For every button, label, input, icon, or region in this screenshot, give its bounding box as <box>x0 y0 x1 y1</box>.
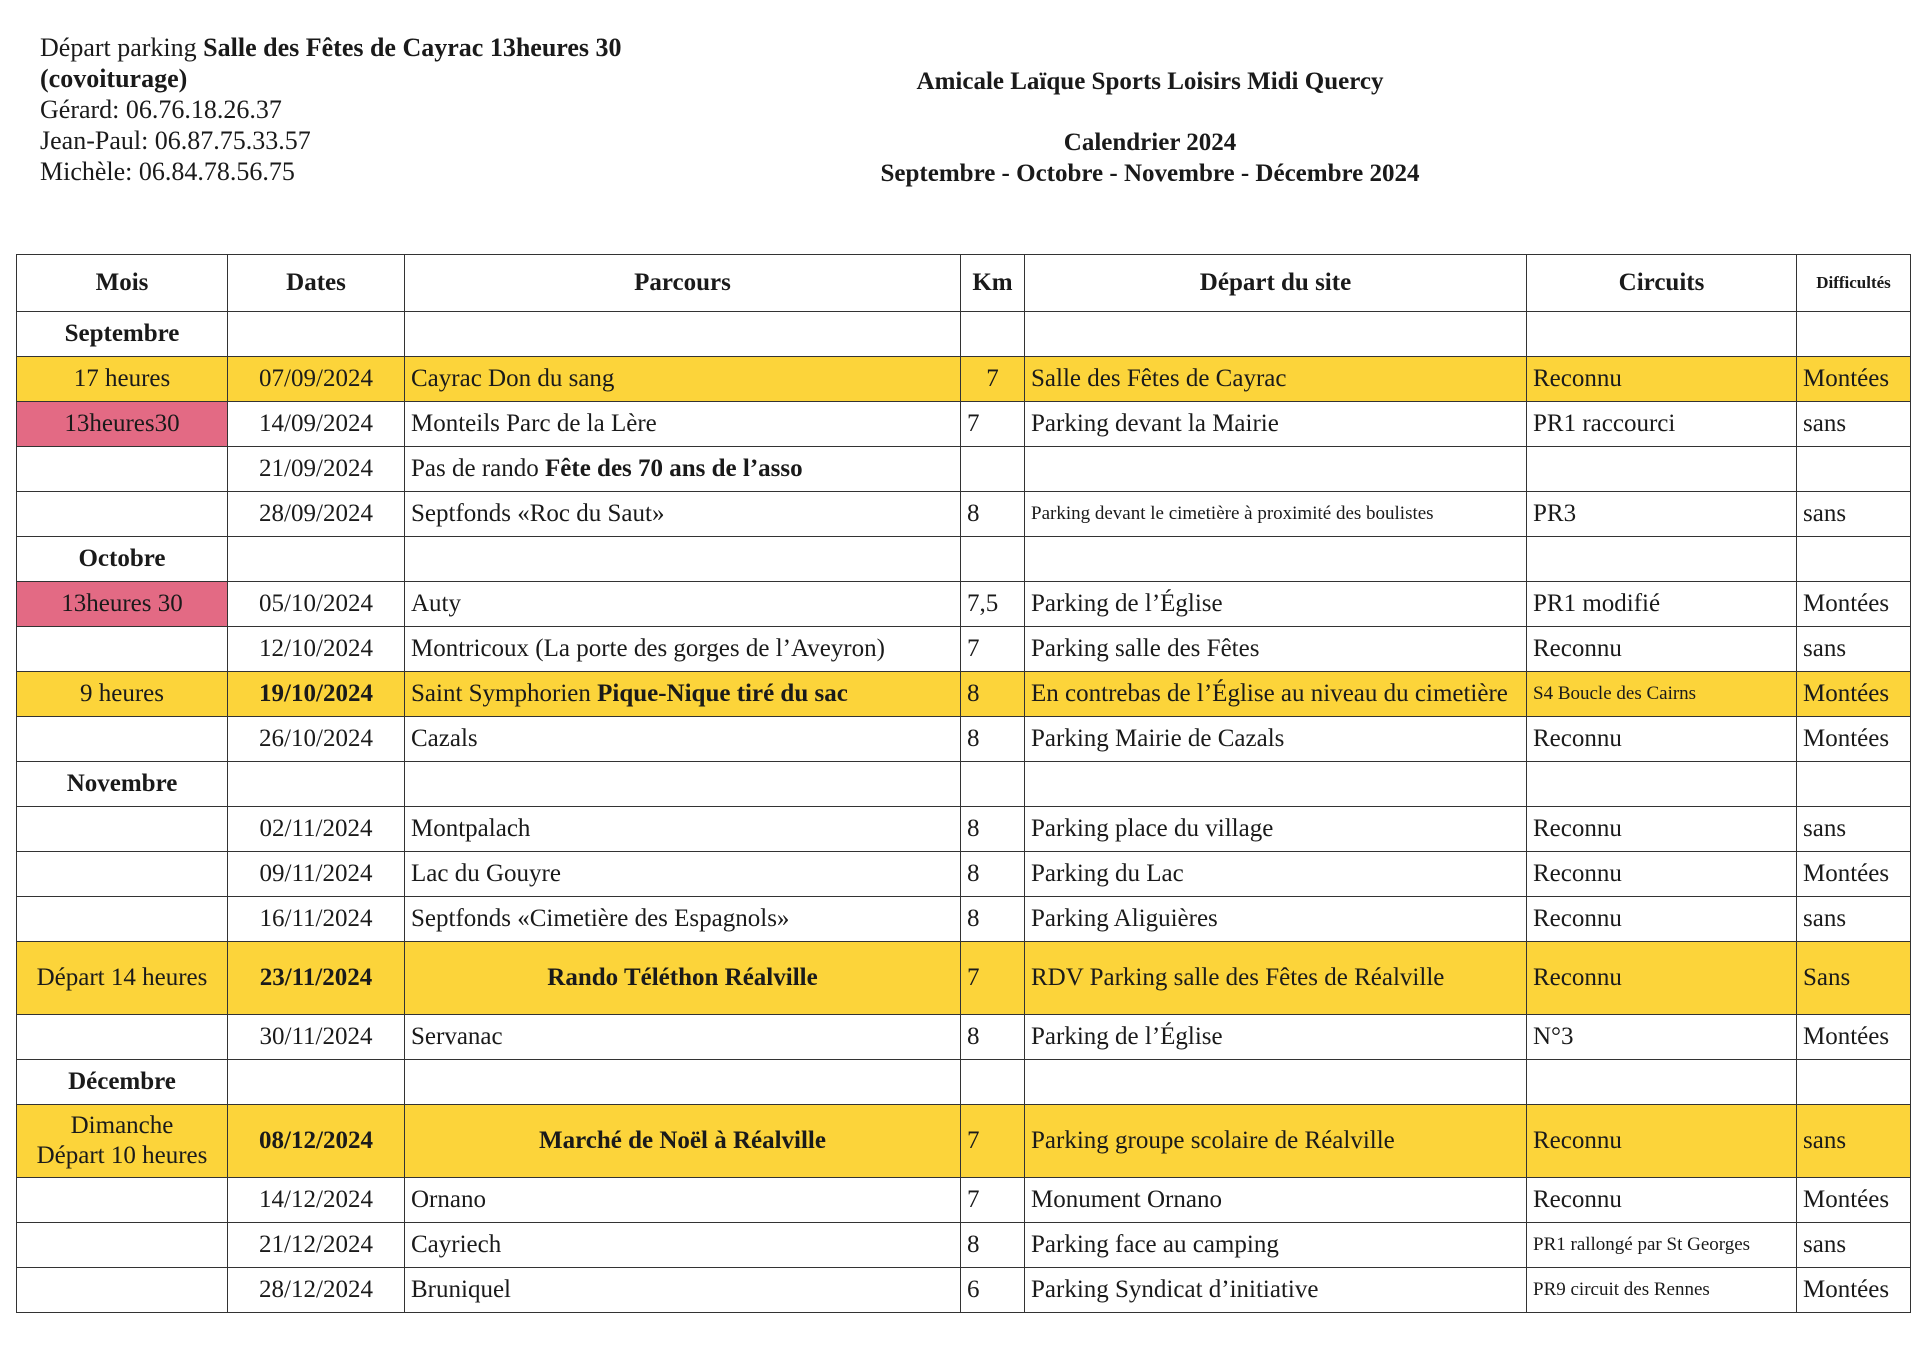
col-parcours: Parcours <box>405 255 961 312</box>
row-parcours <box>405 672 961 717</box>
row-parcours: Lac du Gouyre <box>405 852 961 897</box>
row-parcours: Ornano <box>405 1178 961 1223</box>
row-mois <box>17 492 228 537</box>
row-km: 8 <box>961 717 1025 762</box>
row-difficulte: Montées <box>1797 1178 1911 1223</box>
row-difficulte: Montées <box>1797 1268 1911 1313</box>
document-header <box>850 66 1450 189</box>
month-row-novembre <box>17 762 1911 807</box>
row-date: 21/09/2024 <box>228 447 405 492</box>
row-difficulte: Montées <box>1797 582 1911 627</box>
row-km <box>961 447 1025 492</box>
row-parcours: Marché de Noël à Réalville <box>405 1105 961 1178</box>
table-row <box>17 582 1911 627</box>
row-circuit: PR9 circuit des Rennes <box>1527 1268 1797 1313</box>
row-mois <box>17 807 228 852</box>
row-date: 14/09/2024 <box>228 402 405 447</box>
row-depart: Parking groupe scolaire de Réalville <box>1025 1105 1527 1178</box>
row-km: 8 <box>961 1015 1025 1060</box>
row-circuit: Reconnu <box>1527 1178 1797 1223</box>
row-difficulte: sans <box>1797 627 1911 672</box>
row-difficulte: Montées <box>1797 852 1911 897</box>
row-km: 7 <box>961 357 1025 402</box>
row-parcours: Monteils Parc de la Lère <box>405 402 961 447</box>
row-difficulte: Montées <box>1797 672 1911 717</box>
month-row-septembre <box>17 312 1911 357</box>
depart-location: Salle des Fêtes de Cayrac 13heures 30 <box>203 33 622 62</box>
col-depart: Départ du site <box>1025 255 1527 312</box>
phone-gerard: Gérard: 06.76.18.26.37 <box>40 95 282 124</box>
row-circuit: PR1 modifié <box>1527 582 1797 627</box>
row-circuit: S4 Boucle des Cairns <box>1527 672 1797 717</box>
row-parcours: Servanac <box>405 1015 961 1060</box>
row-difficulte: Montées <box>1797 1015 1911 1060</box>
row-parcours: Rando Téléthon Réalville <box>405 942 961 1015</box>
row-km: 7 <box>961 627 1025 672</box>
row-depart: Monument Ornano <box>1025 1178 1527 1223</box>
row-parcours: Bruniquel <box>405 1268 961 1313</box>
row-difficulte: Montées <box>1797 717 1911 762</box>
row-difficulte: sans <box>1797 807 1911 852</box>
row-date: 08/12/2024 <box>228 1105 405 1178</box>
col-difficultes: Difficultés <box>1797 255 1911 312</box>
row-km: 7 <box>961 1105 1025 1178</box>
table-row <box>17 717 1911 762</box>
row-km: 8 <box>961 492 1025 537</box>
row-mois: 13heures 30 <box>17 582 228 627</box>
row-parcours: Cayrac Don du sang <box>405 357 961 402</box>
row-difficulte: sans <box>1797 897 1911 942</box>
row-mois <box>17 1178 228 1223</box>
table-row <box>17 1015 1911 1060</box>
row-parcours: Auty <box>405 582 961 627</box>
col-km: Km <box>961 255 1025 312</box>
row-mois: 17 heures <box>17 357 228 402</box>
table-row <box>17 852 1911 897</box>
phone-michele: Michèle: 06.84.78.56.75 <box>40 157 295 186</box>
row-mois <box>17 852 228 897</box>
phone-jean-paul: Jean-Paul: 06.87.75.33.57 <box>40 126 311 155</box>
col-mois: Mois <box>17 255 228 312</box>
row-parcours: Montpalach <box>405 807 961 852</box>
row-circuit: PR3 <box>1527 492 1797 537</box>
row-date: 26/10/2024 <box>228 717 405 762</box>
row-mois <box>17 627 228 672</box>
parcours-text: Saint Symphorien <box>411 680 598 707</box>
row-circuit: Reconnu <box>1527 627 1797 672</box>
row-mois <box>17 897 228 942</box>
row-parcours: Montricoux (La porte des gorges de l’Aveyron) <box>405 627 961 672</box>
row-km: 8 <box>961 807 1025 852</box>
row-depart <box>1025 447 1527 492</box>
table-row <box>17 1268 1911 1313</box>
row-date: 28/09/2024 <box>228 492 405 537</box>
mois-line-1: Dimanche <box>70 1112 174 1139</box>
row-parcours: Septfonds «Roc du Saut» <box>405 492 961 537</box>
row-date: 23/11/2024 <box>228 942 405 1015</box>
row-km: 8 <box>961 852 1025 897</box>
row-km: 8 <box>961 672 1025 717</box>
row-parcours: Cazals <box>405 717 961 762</box>
row-depart: Parking salle des Fêtes <box>1025 627 1527 672</box>
row-circuit: PR1 rallongé par St Georges <box>1527 1223 1797 1268</box>
calendar-subtitle: Septembre - Octobre - Novembre - Décembre 2024 <box>880 160 1420 187</box>
row-difficulte <box>1797 447 1911 492</box>
row-depart: Parking face au camping <box>1025 1223 1527 1268</box>
row-depart: Parking devant la Mairie <box>1025 402 1527 447</box>
mois-line-2: Départ 10 heures <box>36 1142 208 1169</box>
row-mois: 13heures30 <box>17 402 228 447</box>
row-date: 02/11/2024 <box>228 807 405 852</box>
row-date: 30/11/2024 <box>228 1015 405 1060</box>
month-row-octobre <box>17 537 1911 582</box>
row-depart: Parking Mairie de Cazals <box>1025 717 1527 762</box>
row-km: 7 <box>961 402 1025 447</box>
table-row <box>17 357 1911 402</box>
col-circuits: Circuits <box>1527 255 1797 312</box>
row-difficulte: sans <box>1797 402 1911 447</box>
covoiturage-text: (covoiturage) <box>40 64 188 93</box>
row-circuit: Reconnu <box>1527 807 1797 852</box>
row-difficulte: sans <box>1797 1223 1911 1268</box>
row-date: 12/10/2024 <box>228 627 405 672</box>
month-label: Décembre <box>17 1060 228 1105</box>
table-row <box>17 1223 1911 1268</box>
row-circuit: PR1 raccourci <box>1527 402 1797 447</box>
row-depart: Parking du Lac <box>1025 852 1527 897</box>
row-depart: Parking Syndicat d’initiative <box>1025 1268 1527 1313</box>
depart-line <box>40 32 622 63</box>
row-km: 6 <box>961 1268 1025 1313</box>
row-difficulte: sans <box>1797 1105 1911 1178</box>
row-date: 16/11/2024 <box>228 897 405 942</box>
table-row <box>17 1105 1911 1178</box>
parcours-text: Pas de rando <box>411 455 545 482</box>
row-depart: Parking Aliguières <box>1025 897 1527 942</box>
month-label: Octobre <box>17 537 228 582</box>
row-difficulte: sans <box>1797 492 1911 537</box>
row-date: 07/09/2024 <box>228 357 405 402</box>
table-row <box>17 807 1911 852</box>
row-mois <box>17 1105 228 1178</box>
header-row <box>17 255 1911 312</box>
row-difficulte: Sans <box>1797 942 1911 1015</box>
month-row-decembre <box>17 1060 1911 1105</box>
covoiturage-line <box>40 63 622 94</box>
row-difficulte: Montées <box>1797 357 1911 402</box>
row-depart: RDV Parking salle des Fêtes de Réalville <box>1025 942 1527 1015</box>
row-mois <box>17 717 228 762</box>
row-date: 14/12/2024 <box>228 1178 405 1223</box>
col-dates: Dates <box>228 255 405 312</box>
row-circuit: Reconnu <box>1527 717 1797 762</box>
row-parcours: Septfonds «Cimetière des Espagnols» <box>405 897 961 942</box>
row-depart: Parking devant le cimetière à proximité des boulistes <box>1025 492 1527 537</box>
row-mois: Départ 14 heures <box>17 942 228 1015</box>
row-km: 8 <box>961 1223 1025 1268</box>
row-date: 19/10/2024 <box>228 672 405 717</box>
row-circuit <box>1527 447 1797 492</box>
row-circuit: Reconnu <box>1527 852 1797 897</box>
row-km: 7 <box>961 1178 1025 1223</box>
row-mois <box>17 1268 228 1313</box>
row-km: 7 <box>961 942 1025 1015</box>
row-mois <box>17 1015 228 1060</box>
row-circuit: Reconnu <box>1527 357 1797 402</box>
parcours-bold-text: Pique-Nique tiré du sac <box>597 680 848 707</box>
row-depart: Parking de l’Église <box>1025 582 1527 627</box>
row-date: 09/11/2024 <box>228 852 405 897</box>
row-circuit: Reconnu <box>1527 1105 1797 1178</box>
parcours-bold-text: Fête des 70 ans de l’asso <box>545 455 803 482</box>
row-parcours <box>405 447 961 492</box>
row-date: 05/10/2024 <box>228 582 405 627</box>
row-mois <box>17 447 228 492</box>
row-mois: 9 heures <box>17 672 228 717</box>
row-circuit: N°3 <box>1527 1015 1797 1060</box>
contact-block <box>40 32 622 187</box>
row-km: 7,5 <box>961 582 1025 627</box>
month-label: Novembre <box>17 762 228 807</box>
depart-prefix: Départ parking <box>40 33 204 62</box>
row-depart: Parking place du village <box>1025 807 1527 852</box>
table-row <box>17 447 1911 492</box>
table-row <box>17 942 1911 1015</box>
table-row <box>17 492 1911 537</box>
org-name: Amicale Laïque Sports Loisirs Midi Quercy <box>916 68 1384 95</box>
row-date: 21/12/2024 <box>228 1223 405 1268</box>
row-date: 28/12/2024 <box>228 1268 405 1313</box>
row-depart: Parking de l’Église <box>1025 1015 1527 1060</box>
row-depart: Salle des Fêtes de Cayrac <box>1025 357 1527 402</box>
row-mois <box>17 1223 228 1268</box>
table-row <box>17 897 1911 942</box>
table-row <box>17 672 1911 717</box>
table-row <box>17 1178 1911 1223</box>
row-parcours: Cayriech <box>405 1223 961 1268</box>
table-row <box>17 627 1911 672</box>
row-depart: En contrebas de l’Église au niveau du cimetière <box>1025 672 1527 717</box>
row-circuit: Reconnu <box>1527 897 1797 942</box>
month-label: Septembre <box>17 312 228 357</box>
row-circuit: Reconnu <box>1527 942 1797 1015</box>
calendar-table <box>16 254 1911 1313</box>
row-km: 8 <box>961 897 1025 942</box>
calendar-title: Calendrier 2024 <box>1063 129 1237 156</box>
table-row <box>17 402 1911 447</box>
